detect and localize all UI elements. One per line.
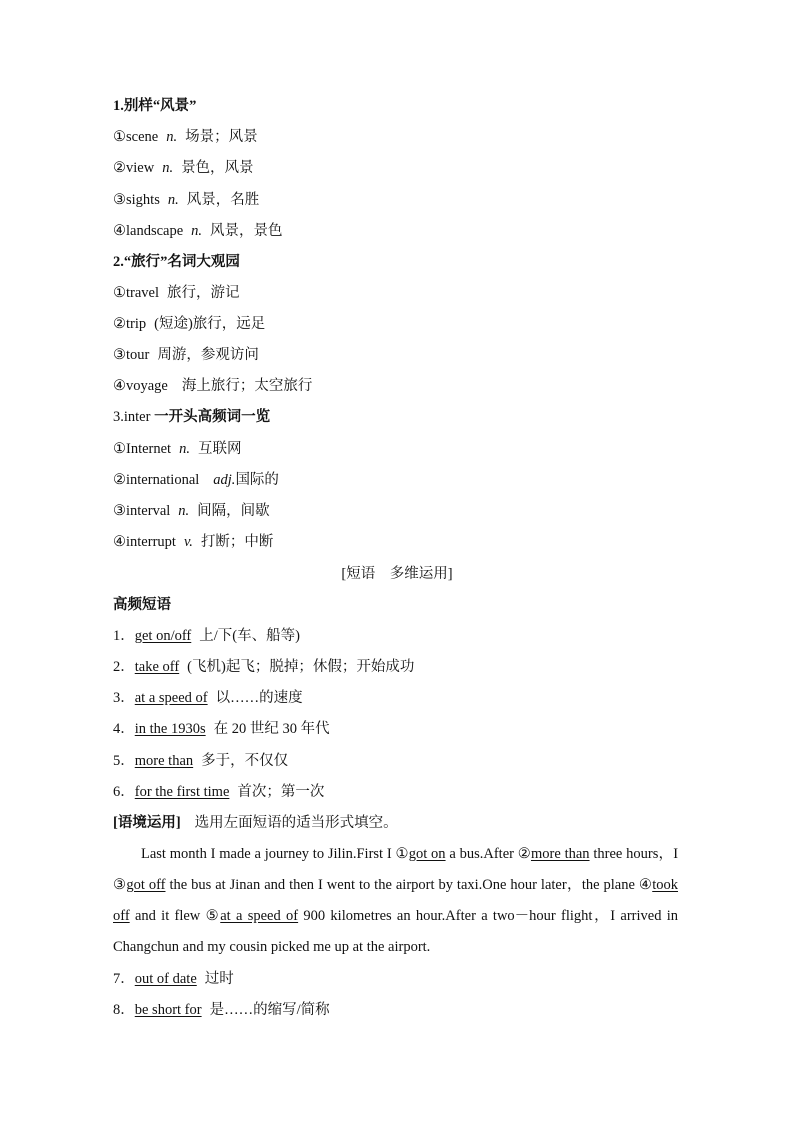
phrase-item [113, 782, 324, 802]
phrase-number: 4． [113, 721, 135, 737]
phrase-meaning: 以……的速度 [215, 690, 303, 706]
item-word: Internet [126, 441, 172, 457]
item-number: ② [113, 472, 126, 488]
phrase-meaning: 在 20 世纪 30 年代 [213, 721, 330, 737]
phrase-number: 7． [113, 971, 135, 987]
item-number: ② [113, 316, 126, 332]
paragraph-text: 900 kilometres an hour.After a two－hour flight，I arrived in Changchun and my cousin picked me up at the airport. [113, 908, 679, 955]
paragraph-text: and it flew [129, 908, 206, 924]
item-number: ① [113, 285, 126, 301]
exercise-instruction [113, 813, 398, 833]
item-meaning: 风景，名胜 [186, 192, 260, 208]
item-number: ④ [113, 223, 126, 239]
item-meaning: 打断；中断 [200, 534, 274, 550]
blank-number: ① [395, 846, 409, 862]
exercise-instruction-text: 选用左面短语的适当形式填空。 [194, 815, 398, 831]
item-number: ③ [113, 503, 126, 519]
item-pos: v. [183, 534, 193, 550]
blank-answer: got off [126, 877, 166, 893]
blank-answer: at a speed of [220, 908, 299, 924]
item-meaning: 旅行，游记 [167, 285, 240, 301]
phrase-item [113, 1000, 330, 1020]
phrase-meaning: 过时 [204, 971, 234, 987]
phrase-number: 3． [113, 690, 135, 706]
item-pos: n. [167, 192, 179, 208]
blank-answer: got on [408, 846, 446, 862]
list-item [113, 190, 259, 210]
phrase-item [113, 719, 330, 739]
item-pos: n. [179, 441, 190, 457]
item-meaning: (短途)旅行，远足 [154, 316, 266, 332]
blank-number: ② [517, 846, 531, 862]
phrase-meaning: 首次；第一次 [237, 784, 325, 800]
list-item [113, 345, 259, 365]
item-word: sights [126, 192, 160, 208]
item-meaning: 互联网 [197, 441, 242, 457]
item-word: travel [126, 285, 160, 301]
phrases-subtitle: 高频短语 [113, 597, 171, 613]
item-pos: n. [166, 129, 178, 145]
item-meaning: 风景，景色 [210, 223, 283, 239]
paragraph-text: the bus at Jinan and then I went to the airport by taxi.One hour later，the plane [165, 877, 639, 893]
phrase-number: 8． [113, 1002, 135, 1018]
item-pos: n. [178, 503, 190, 519]
item-word: voyage [126, 378, 168, 394]
blank-number: ⑤ [205, 908, 221, 924]
phrase-number: 5． [113, 753, 135, 769]
phrases-section-header: [短语 多维运用] [341, 566, 453, 582]
item-word: interrupt [126, 534, 176, 550]
phrase-meaning: 上/下(车、船等) [199, 628, 300, 644]
phrase-number: 1． [113, 628, 135, 644]
item-meaning: 间隔，间歇 [197, 503, 270, 519]
blank-number: ③ [113, 877, 127, 893]
item-meaning: 周游，参观访问 [157, 347, 259, 363]
phrase-item [113, 751, 288, 771]
paragraph-text: three hours，I [589, 846, 679, 862]
paragraph-text: a bus.After [445, 846, 518, 862]
list-item [113, 439, 241, 459]
phrase-meaning: 是……的缩写/简称 [209, 1002, 330, 1018]
item-number: ④ [113, 378, 126, 394]
blank-number: ④ [638, 877, 653, 893]
phrase-item [113, 969, 234, 989]
phrase-number: 2． [113, 659, 135, 675]
item-word: landscape [126, 223, 184, 239]
item-meaning: 景色，风景 [181, 160, 254, 176]
list-item [113, 314, 265, 334]
section2-title: 2.“旅行”名词大观园 [113, 254, 240, 270]
phrase-text: take off [134, 659, 180, 675]
section3-title [113, 407, 270, 427]
phrase-meaning: (飞机)起飞；脱掉；休假；开始成功 [187, 659, 415, 675]
phrase-number: 6． [113, 784, 135, 800]
item-word: interval [126, 503, 171, 519]
item-number: ③ [113, 347, 126, 363]
item-number: ④ [113, 534, 126, 550]
phrase-item [113, 688, 303, 708]
item-number: ③ [113, 192, 126, 208]
item-word: view [126, 160, 155, 176]
item-word: tour [126, 347, 150, 363]
list-item [113, 221, 283, 241]
phrase-meaning: 多于，不仅仅 [201, 753, 289, 769]
phrase-text: in the 1930s [134, 721, 206, 737]
item-meaning: 场景；风景 [185, 129, 258, 145]
paragraph-text: Last month I made a journey to Jilin.First I [141, 846, 396, 862]
list-item [113, 501, 270, 521]
list-item [113, 127, 258, 147]
section1-title: 1.别样“风景” [113, 98, 197, 114]
section3-title-prefix: 3.inter [113, 409, 151, 425]
item-number: ① [113, 129, 126, 145]
phrase-text: get on/off [134, 628, 192, 644]
exercise-paragraph [113, 839, 678, 963]
item-word: international [126, 472, 200, 488]
list-item [113, 376, 312, 396]
item-word: trip [126, 316, 147, 332]
phrase-text: for the first time [134, 784, 230, 800]
phrase-text: be short for [134, 1002, 202, 1018]
list-item [113, 470, 279, 490]
item-meaning: 海上旅行；太空旅行 [181, 378, 313, 394]
phrase-item [113, 657, 414, 677]
item-pos: n. [191, 223, 203, 239]
item-number: ② [113, 160, 126, 176]
item-pos: n. [162, 160, 174, 176]
blank-answer: more than [530, 846, 590, 862]
phrase-text: at a speed of [134, 690, 208, 706]
blank-answer: took off [113, 877, 679, 924]
section3-title-rest: 一开头高频词一览 [154, 409, 271, 425]
phrase-text: out of date [134, 971, 197, 987]
exercise-label: [语境运用] [113, 815, 181, 831]
item-word: scene [126, 129, 159, 145]
list-item [113, 158, 254, 178]
item-pos: adj. [213, 472, 236, 488]
item-meaning: 国际的 [235, 472, 279, 488]
phrase-item [113, 626, 300, 646]
item-number: ① [113, 441, 126, 457]
list-item [113, 283, 240, 303]
list-item [113, 532, 273, 552]
phrase-text: more than [134, 753, 194, 769]
